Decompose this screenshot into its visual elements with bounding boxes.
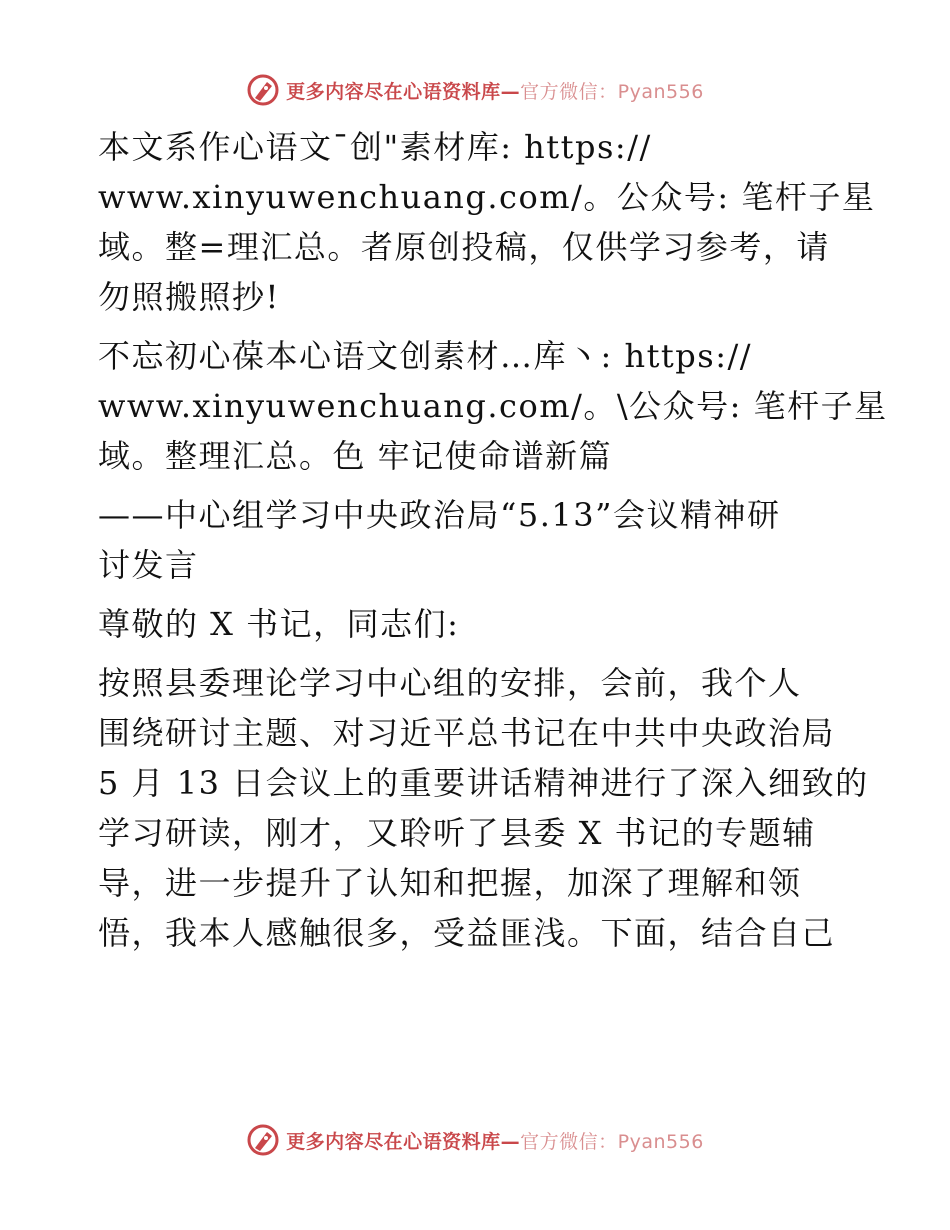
banner-text: [286, 77, 704, 104]
paragraph-line: 5 月 13 日会议上的重要讲话精神进行了深入细致的: [98, 764, 869, 802]
header-banner: [0, 70, 950, 110]
paragraph: [98, 490, 858, 590]
paragraph-line: ——中心组学习中央政治局“5.13”会议精神研: [98, 496, 781, 534]
paragraph-line: 勿照搬照抄!: [98, 278, 280, 316]
paragraph-line: 不忘初心葆本心语文创素材…库丶: https://: [98, 337, 753, 375]
paragraph-line: www.xinyuwenchuang.com/。公众号: 笔杆子星: [98, 178, 876, 216]
paragraph-line: 域。整=理汇总。者原创投稿，仅供学习参考，请: [98, 228, 830, 266]
footer-banner: [0, 1120, 950, 1160]
paragraph-line: 本文系作心语文¯创"素材库: https://: [98, 128, 652, 166]
paragraph-line: 导，进一步提升了认知和把握，加深了理解和领: [98, 864, 802, 902]
paragraph-line: www.xinyuwenchuang.com/。\公众号: 笔杆子星: [98, 387, 888, 425]
paragraph-line: 域。整理汇总。色 牢记使命谱新篇: [98, 437, 613, 475]
pen-nib-circle-icon: [246, 1123, 280, 1157]
banner-main-text: 更多内容尽在心语资料库: [286, 1130, 501, 1153]
paragraph-line: 围绕研讨主题、对习近平总书记在中共中央政治局: [98, 714, 836, 752]
banner-wechat-text: 官方微信：Pyan556: [520, 80, 704, 103]
paragraph: [98, 122, 876, 322]
banner-wechat-text: 官方微信：Pyan556: [520, 1130, 704, 1153]
paragraph: [98, 331, 888, 481]
banner-text: [286, 1127, 704, 1154]
paragraph-line: 按照县委理论学习中心组的安排，会前，我个人: [98, 664, 802, 702]
paragraph: [98, 599, 858, 649]
paragraph-line: 悟，我本人感触很多，受益匪浅。下面，结合自己: [98, 914, 836, 952]
paragraph-line: 学习研读，刚才，又聆听了县委 X 书记的专题辅: [98, 814, 816, 852]
paragraph-line: 尊敬的 X 书记，同志们:: [98, 605, 460, 643]
paragraph: [98, 658, 869, 958]
pen-nib-circle-icon: [246, 73, 280, 107]
document-body: [98, 122, 888, 967]
paragraph-line: 讨发言: [98, 546, 199, 584]
banner-dash: —: [500, 1130, 521, 1153]
banner-main-text: 更多内容尽在心语资料库: [286, 80, 501, 103]
banner-dash: —: [500, 80, 521, 103]
